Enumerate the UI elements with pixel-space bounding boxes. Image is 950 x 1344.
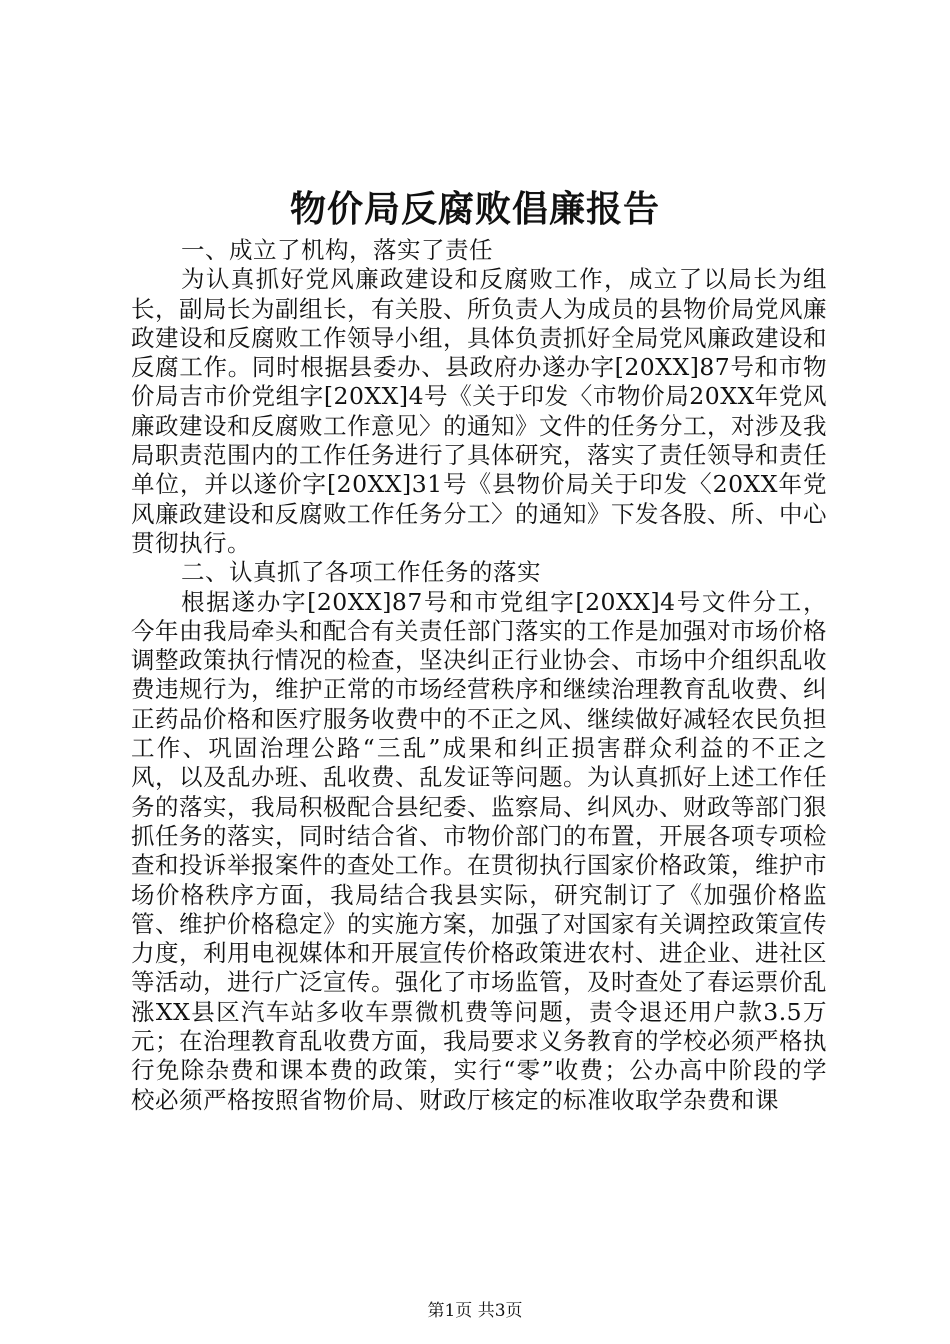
document-body (131, 236, 827, 1115)
document-title: 物价局反腐败倡廉报告 (289, 188, 660, 230)
body-paragraph: 根据遂办字[20XX]87号和市党组字[20XX]4号文件分工，今年由我局牵头和配合有关责任部门落实的工作是加强对市场价格调整政策执行情况的检查，坚决纠正行业协会、市场中介组织乱收费违规行为，维护正常的市场经营秩序和继续治理教育乱收费、纠正药品价格和医疗服务收费中的不正之风、继续做好减轻农民负担工作、巩固治理公路“三乱”成果和纠正损害群众利益的不正之风，以及乱办班、乱收费、乱发证等问题。为认真抓好上述工作任务的落实，我局积极配合县纪委、监察局、纠风办、财政等部门狠抓任务的落实，同时结合省、市物价部门的布置，开展各项专项检查和投诉举报案件的查处工作。在贯彻执行国家价格政策，维护市场价格秩序方面，我局结合我县实际，研究制订了《加强价格监管、维护价格稳定》的实施方案，加强了对国家有关调控政策宣传力度，利用电视媒体和开展宣传价格政策进农村、进企业、进社区等活动，进行广泛宣传。强化了市场监管，及时查处了春运票价乱涨XX县区汽车站多收车票微机费等问题，责令退还用户款3.5万元；在治理教育乱收费方面，我局要求义务教育的学校必须严格执行免除杂费和课本费的政策，实行“零”收费；公办高中阶段的学校必须严格按照省物价局、财政厅核定的标准收取学杂费和课 (131, 587, 827, 1114)
body-paragraph: 为认真抓好党风廉政建设和反腐败工作，成立了以局长为组长，副局长为副组长，有关股、所负责人为成员的县物价局党风廉政建设和反腐败工作领导小组，具体负责抓好全局党风廉政建设和反腐工作。同时根据县委办、县政府办遂办字[20XX]87号和市物价局吉市价党组字[20XX]4号《关于印发〈市物价局20XX年党风廉政建设和反腐败工作意见〉的通知》文件的任务分工，对涉及我局职责范围内的工作任务进行了具体研究，落实了责任领导和责任单位，并以遂价字[20XX]31号《县物价局关于印发〈20XX年党风廉政建设和反腐败工作任务分工〉的通知》下发各股、所、中心贯彻执行。 (131, 265, 827, 557)
section-heading: 一、成立了机构，落实了责任 (181, 236, 493, 264)
page-number-footer: 第1页 共3页 (427, 1301, 523, 1321)
section-heading: 二、认真抓了各项工作任务的落实 (181, 558, 541, 587)
